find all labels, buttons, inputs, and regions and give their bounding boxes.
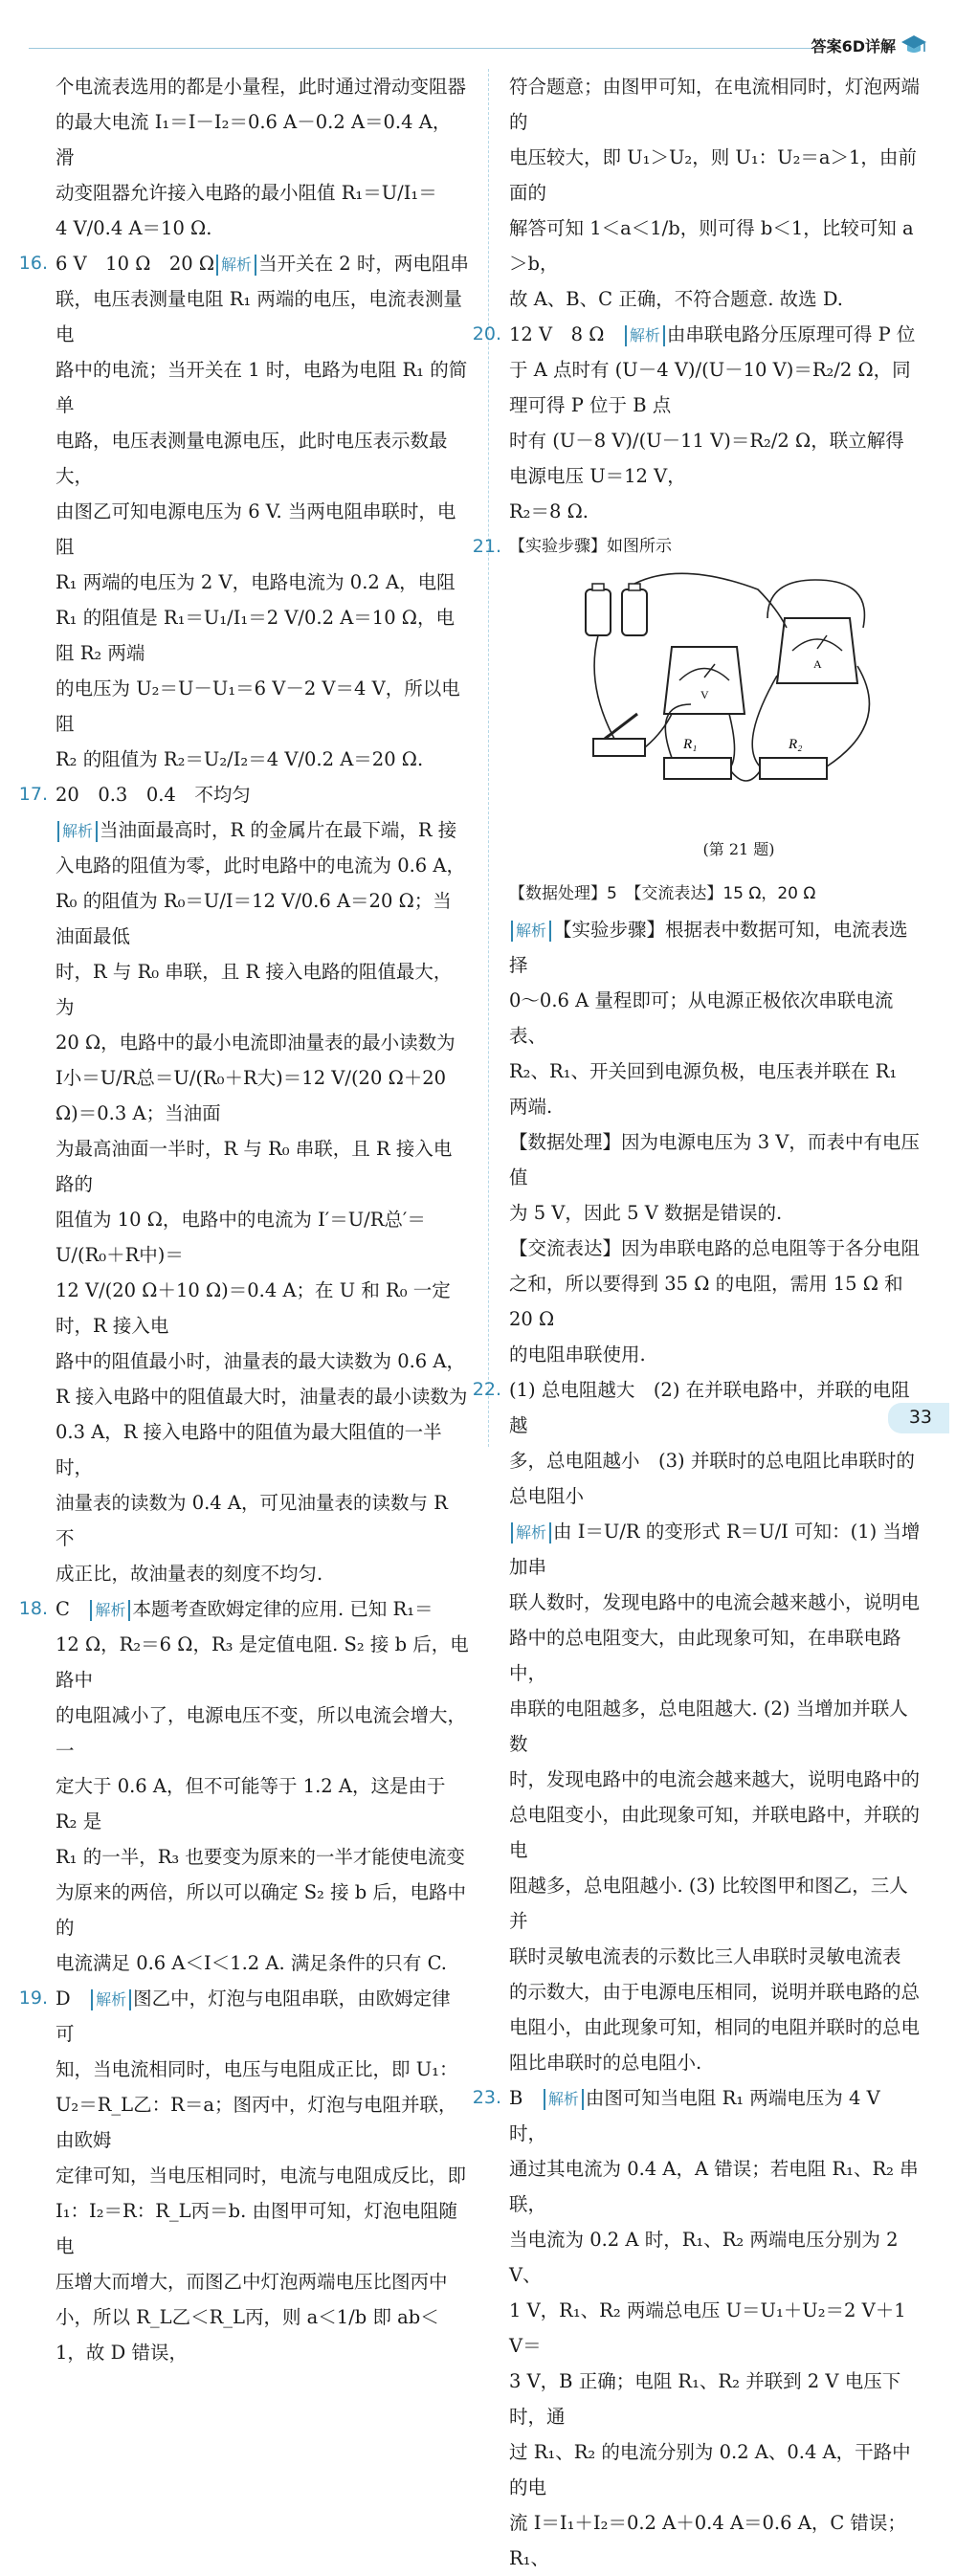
question-number: 18.: [18, 1598, 48, 1619]
resistor-r1-icon: [664, 737, 731, 779]
text-line: 12 Ω，R₂＝6 Ω，R₃ 是定值电阻. S₂ 接 b 后，电路中: [56, 1633, 469, 1691]
text-line: 定律可知，当电压相同时，电流与电阻成反比，即: [56, 2165, 467, 2187]
question-number: 20.: [472, 323, 501, 344]
question-17: [18, 777, 469, 1591]
text-line: 为最高油面一半时，R 与 R₀ 串联，且 R 接入电路的: [56, 1138, 453, 1195]
question-16: [18, 246, 469, 777]
text-line: 0.3 A，R 接入电路中的阻值为最大阻值的一半时，: [56, 1421, 442, 1478]
question-number: 17.: [18, 784, 48, 805]
text-line: 知，当电流相同时，电压与电阻成正比，即 U₁：: [56, 2058, 458, 2080]
text-line: 电路，电压表测量电源电压，此时电压表示数最大，: [56, 430, 448, 487]
text-line: 串联的电阻越多，总电阻越大. (2) 当增加并联人数: [509, 1698, 908, 1755]
text-line: 联时灵敏电流表的示数比三人串联时灵敏电流表: [509, 1945, 901, 1967]
answer: B: [509, 2087, 523, 2109]
text-line: 的最大电流 I₁＝I－I₂＝0.6 A－0.2 A＝0.4 A，滑: [56, 111, 452, 168]
text-line: 阻越多，总电阻越小. (3) 比较图甲和图乙，三人并: [509, 1875, 908, 1932]
text-line: 通过其电流为 0.4 A，A 错误；若电阻 R₁、R₂ 串联，: [509, 2158, 919, 2215]
text-line: 解答可知 1＜a＜1/b，则可得 b＜1，比较可知 a＞b，: [509, 217, 914, 275]
text-line: 由图可知当电阻 R₁ 两端电压为 4 V 时，: [509, 2087, 880, 2144]
text-line: 阻比串联时的总电阻小.: [509, 2052, 702, 2074]
text-line: I小＝U/R总＝U/(R₀＋R大)＝12 V/(20 Ω＋20 Ω)＝0.3 A；当油面: [56, 1067, 447, 1124]
intro-block: [56, 69, 469, 246]
text-line: 联，电压表测量电阻 R₁ 两端的电压，电流表测量电: [56, 288, 462, 345]
text-line: 动变阻器允许接入电路的最小阻值 R₁＝U/I₁＝: [56, 182, 437, 204]
text-line: R₁ 的阻值是 R₁＝U₁/I₁＝2 V/0.2 A＝10 Ω，电阻 R₂ 两端: [56, 607, 455, 664]
text-line: 电流满足 0.6 A＜I＜1.2 A. 满足条件的只有 C.: [56, 1952, 448, 1974]
text-line: 路中的电流；当开关在 1 时，电路为电阻 R₁ 的简单: [56, 359, 468, 416]
analysis-tag: 解析: [544, 2089, 584, 2110]
answer: 12 V 8 Ω: [509, 323, 605, 345]
text-line: R₁ 两端的电压为 2 V，电路电流为 0.2 A，电阻: [56, 571, 456, 593]
text-line: 由图乙可知电源电压为 6 V. 当两电阻串联时，电阻: [56, 500, 456, 558]
question-22: [472, 1372, 922, 2080]
answer-line: (1) 总电阻越大 (2) 在并联电路中，并联的电阻越: [509, 1379, 910, 1436]
text-line: 于 A 点时有 (U－4 V)/(U－10 V)＝R₂/2 Ω，同理可得 P 位于 B 点: [509, 359, 911, 416]
answer: 6 V 10 Ω 20 Ω: [56, 253, 215, 275]
question-number: 22.: [472, 1379, 501, 1400]
text-line: 路中的阻值最小时，油量表的最大读数为 0.6 A，: [56, 1350, 465, 1372]
text-line: I₁：I₂＝R：R_L丙＝b. 由图甲可知，灯泡电阻随电: [56, 2200, 457, 2257]
question-number: 19.: [18, 1988, 48, 2009]
text-line: R₂、R₁、开关回到电源负极，电压表并联在 R₁: [509, 1060, 898, 1082]
analysis-tag: 解析: [90, 1600, 130, 1621]
question-number: 23.: [472, 2087, 501, 2108]
battery-icon: [586, 584, 647, 635]
text-line: 【实验步骤】根据表中数据可知，电流表选择: [509, 919, 908, 976]
text-line: 之和，所以要得到 35 Ω 的电阻，需用 15 Ω 和 20 Ω: [509, 1273, 903, 1330]
analysis-tag: 解析: [511, 921, 551, 942]
text-line: 压增大而增大，而图乙中灯泡两端电压比图丙中: [56, 2271, 448, 2293]
page-header: [29, 27, 949, 65]
text-line: 由 I＝U/R 的变形式 R＝U/I 可知：(1) 当增加串: [509, 1521, 921, 1578]
text-line: 当开关在 2 时，两电阻串: [258, 253, 469, 275]
answer: D: [56, 1988, 71, 2010]
answer-line: 总电阻小: [509, 1485, 585, 1507]
text-line: 本题考查欧姆定律的应用. 已知 R₁＝: [132, 1598, 433, 1620]
text-line: 故 A、B、C 正确，不符合题意. 故选 D.: [509, 288, 843, 310]
text-line: 阻值为 10 Ω，电路中的电流为 I′＝U/R总′＝U/(R₀＋R中)＝: [56, 1209, 426, 1266]
answer: C: [56, 1598, 70, 1620]
question-18: [18, 1591, 469, 1981]
question-20: [472, 317, 922, 529]
r1-label: R₁: [683, 737, 698, 752]
text-line: R₁ 的一半，R₃ 也要变为原来的一半才能使电流变: [56, 1846, 465, 1868]
text-line: 油量表的读数为 0.4 A，可见油量表的读数与 R 不: [56, 1492, 448, 1549]
text-line: R₀ 的阻值为 R₀＝U/I＝12 V/0.6 A＝20 Ω；当油面最低: [56, 890, 452, 947]
text-line: 入电路的阻值为零，此时电路中的电流为 0.6 A，: [56, 855, 465, 877]
header-rule: [29, 48, 815, 49]
text-line: R 接入电路中的阻值最大时，油量表的最小读数为: [56, 1386, 468, 1408]
text-line: 3 V，B 正确；电阻 R₁、R₂ 并联到 2 V 电压下时，通: [509, 2370, 901, 2428]
text-line: 图乙中，灯泡与电阻串联，由欧姆定律可: [56, 1988, 451, 2045]
voltmeter-icon: [664, 647, 745, 714]
text-line: 电压较大，即 U₁＞U₂，则 U₁：U₂＝a＞1，由前面的: [509, 146, 917, 204]
circuit-figure: [576, 570, 901, 810]
voltmeter-label: V: [700, 688, 709, 701]
text-line: 的电阻串联使用.: [509, 1344, 646, 1366]
text-line: 电阻小，由此现象可知，相同的电阻并联时的总电: [509, 2016, 921, 2038]
question-23: [472, 2080, 922, 2576]
analysis-tag: 解析: [91, 1989, 131, 2010]
text-line: 的示数大，由于电源电压相同，说明并联电路的总: [509, 1981, 921, 2003]
text-line: 时，发现电路中的电流会越来越大，说明电路中的: [509, 1768, 921, 1790]
text-line: 为 5 V，因此 5 V 数据是错误的.: [509, 1202, 783, 1224]
r2-label: R₂: [789, 737, 803, 752]
text-line: 的电压为 U₂＝U－U₁＝6 V－2 V＝4 V，所以电阻: [56, 677, 460, 735]
text-line: 小，所以 R_L乙＜R_L丙，则 a＜1/b 即 ab＜1，故 D 错误，: [56, 2306, 439, 2364]
text-line: R₂ 的阻值为 R₂＝U₂/I₂＝4 V/0.2 A＝20 Ω.: [56, 748, 424, 770]
text-line: 个电流表选用的都是小量程，此时通过滑动变阻器: [56, 76, 467, 98]
text-line: 总电阻变小，由此现象可知，并联电路中，并联的电: [509, 1804, 921, 1861]
text-line: R₂＝8 Ω.: [509, 500, 589, 522]
text-line: 两端.: [509, 1096, 553, 1118]
experiment-step-heading: 【实验步骤】如图所示: [509, 537, 672, 556]
text-line: 过 R₁、R₂ 的电流分别为 0.2 A、0.4 A，干路中的电: [509, 2441, 911, 2498]
right-column: [472, 69, 922, 2576]
text-line: 时有 (U－8 V)/(U－11 V)＝R₂/2 Ω，联立解得电源电压 U＝12 V，: [509, 430, 904, 487]
question-19-continued: [509, 69, 922, 317]
text-line: 成正比，故油量表的刻度不均匀.: [56, 1563, 323, 1585]
left-column: [18, 69, 469, 2370]
text-line: 【数据处理】因为电源电压为 3 V，而表中有电压值: [509, 1131, 920, 1188]
text-line: 【交流表达】因为串联电路的总电阻等于各分电阻: [509, 1237, 921, 1259]
text-line: U₂＝R_L乙：R＝a；图丙中，灯泡与电阻并联，由欧姆: [56, 2094, 457, 2151]
text-line: 定大于 0.6 A，但不可能等于 1.2 A，这是由于 R₂ 是: [56, 1775, 446, 1832]
question-21: [472, 529, 922, 1372]
graduation-cap-icon: [900, 31, 928, 59]
page-number: 33: [908, 1407, 932, 1428]
text-line: 4 V/0.4 A＝10 Ω.: [56, 217, 212, 239]
text-line: 由串联电路分压原理可得 P 位: [666, 323, 916, 345]
column-divider: [488, 69, 489, 1447]
text-line: 0～0.6 A 量程即可；从电源正极依次串联电流表、: [509, 989, 894, 1047]
analysis-tag: 解析: [216, 255, 256, 276]
text-line: 当油面最高时，R 的金属片在最下端，R 接: [100, 819, 457, 841]
text-line: 当电流为 0.2 A 时，R₁、R₂ 两端电压分别为 2 V、: [509, 2229, 899, 2286]
answer: 20 0.3 0.4 不均匀: [56, 784, 251, 806]
text-line: 的电阻减小了，电源电压不变，所以电流会增大，一: [56, 1704, 467, 1762]
question-number: 21.: [472, 536, 501, 557]
text-line: 1 V，R₁、R₂ 两端总电压 U＝U₁＋U₂＝2 V＋1 V＝: [509, 2299, 906, 2357]
ammeter-label: A: [813, 657, 822, 671]
text-line: 12 V/(20 Ω＋10 Ω)＝0.4 A；在 U 和 R₀ 一定时，R 接入电: [56, 1279, 451, 1337]
header-title: 答案6D详解: [811, 37, 896, 56]
text-line: 符合题意；由图甲可知，在电流相同时，灯泡两端的: [509, 76, 921, 133]
analysis-tag: 解析: [511, 1522, 551, 1543]
question-number: 16.: [18, 253, 48, 274]
switch-icon: [593, 714, 645, 756]
ammeter-icon: [777, 618, 857, 683]
answer-line: 多，总电阻越小 (3) 并联时的总电阻比串联时的: [509, 1450, 915, 1472]
figure-caption: (第 21 题): [702, 840, 775, 858]
text-line: 路中的总电阻变大，由此现象可知，在串联电路中，: [509, 1627, 901, 1684]
text-line: 为原来的两倍，所以可以确定 S₂ 接 b 后，电路中的: [56, 1881, 466, 1939]
data-processing-line: 【数据处理】5 【交流表达】15 Ω，20 Ω: [509, 884, 816, 903]
text-line: 时，R 与 R₀ 串联，且 R 接入电路的阻值最大，为: [56, 961, 453, 1018]
resistor-r2-icon: [760, 737, 827, 779]
text-line: 20 Ω，电路中的最小电流即油量表的最小读数为: [56, 1032, 456, 1054]
text-line: 联人数时，发现电路中的电流会越来越小，说明电: [509, 1591, 921, 1613]
question-19: [18, 1981, 469, 2370]
text-line: 流 I＝I₁＋I₂＝0.2 A＋0.4 A＝0.6 A，C 错误；R₁、: [509, 2512, 906, 2569]
analysis-tag: 解析: [57, 821, 98, 842]
analysis-tag: 解析: [625, 325, 665, 346]
